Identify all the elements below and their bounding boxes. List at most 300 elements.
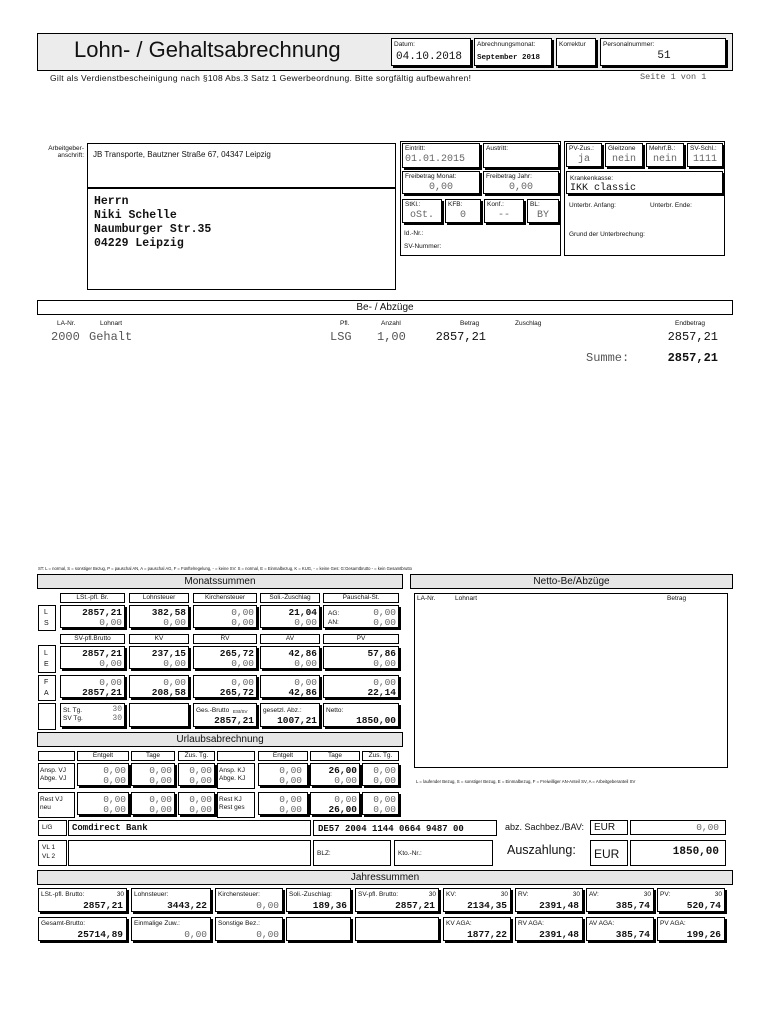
restges-tage: 26,00 — [328, 804, 357, 815]
unterbr-ende-label: Unterbr. Ende: — [650, 202, 692, 209]
korrektur-label: Korrektur — [559, 41, 586, 48]
h-kirchensteuer: Kirchensteuer — [193, 593, 257, 603]
tage-cell — [60, 703, 125, 727]
j-soli-label: Soli.-Zuschlag: — [289, 891, 332, 898]
freibetrag-jahr-label: Freibetrag Jahr: — [486, 173, 532, 180]
recipient-line-3: Naumburger Str.35 — [94, 223, 212, 236]
austritt-box — [483, 143, 559, 168]
blz-box — [313, 840, 391, 866]
j-kvaga-label: KV AGA: — [446, 920, 472, 927]
svnr-label: SV-Nummer: — [404, 243, 442, 250]
row-s-label: S — [44, 620, 49, 627]
sachbez-value: 0,00 — [696, 822, 719, 833]
page-number: Seite 1 von 1 — [640, 72, 707, 82]
iban-value: DE57 2004 1144 0664 9487 00 — [318, 824, 464, 834]
ls-lohn-2: 0,00 — [163, 617, 186, 628]
col-pfl: Pfl. — [340, 320, 350, 327]
vl-label-box — [38, 840, 67, 866]
vj-tage-cell — [131, 763, 175, 786]
j-kv-label: KV: — [446, 891, 457, 898]
auszahlung-box — [630, 840, 726, 866]
rest-zus-2: 0,00 — [189, 804, 212, 815]
fa-kv-cell — [129, 675, 189, 698]
svschl-box — [687, 143, 723, 167]
ls-lohn-cell — [129, 605, 189, 628]
svtg-label: SV Tg. — [63, 715, 83, 722]
ansp-vj-label: Ansp. VJ — [40, 767, 67, 774]
restkj-tage-1: 0,00 — [334, 794, 357, 805]
h-soli: Soli.-Zuschlag — [260, 593, 320, 603]
fa-av-2: 42,86 — [288, 687, 317, 698]
ktonr-label: Kto.-Nr.: — [398, 850, 422, 857]
col-lanr: LA-Nr. — [57, 320, 76, 327]
le-av-1: 42,86 — [288, 648, 317, 659]
col-zuschlag: Zuschlag — [515, 320, 542, 327]
krankenkasse-value: IKK classic — [570, 183, 637, 194]
ls-kirch-2: 0,00 — [231, 617, 254, 628]
cur1-value: EUR — [594, 822, 616, 833]
auszahlung-label: Auszahlung: — [507, 843, 576, 857]
j-av-days: 30 — [643, 891, 651, 898]
ls-lohn-1: 382,58 — [151, 607, 186, 618]
h-svbrutto: SV-pfl.Brutto — [60, 634, 125, 644]
datum-label: Datum: — [394, 41, 415, 48]
le-rv-1: 265,72 — [219, 648, 254, 659]
netto-value: 1850,00 — [356, 715, 396, 726]
employer-address: JB Transporte, Bautzner Straße 67, 04347 Leipzig — [93, 150, 271, 159]
summe-label: Summe: — [586, 351, 630, 365]
neu-label: neu — [40, 804, 51, 811]
datum-box — [391, 38, 471, 66]
j-sb-label: Sonstige Bez.: — [218, 920, 260, 927]
krankenkasse-label: Krankenkasse: — [570, 175, 613, 182]
unterbr-anfang-label: Unterbr. Anfang: — [569, 202, 616, 209]
svschl-value: 1111 — [692, 154, 717, 165]
abge-vj-label: Abge. VJ — [40, 775, 67, 782]
j-soli-cell — [286, 888, 351, 912]
u-h-blank2 — [217, 751, 255, 761]
j-sv-cell — [355, 888, 439, 912]
j-pv-days: 30 — [714, 891, 722, 898]
h-rv: RV — [193, 634, 257, 644]
le-pv-1: 57,86 — [367, 648, 396, 659]
j-rv-cell — [515, 888, 583, 912]
austritt-label: Austritt: — [486, 145, 509, 152]
urlaub-header: Urlaubsabrechnung — [37, 732, 403, 747]
j-empty1-cell — [286, 917, 351, 941]
ansp-kj-label: Ansp. KJ — [219, 767, 246, 774]
j-avaga-label: AV AGA: — [589, 920, 615, 927]
fa-rv-cell — [193, 675, 257, 698]
an-value: 0,00 — [373, 617, 396, 628]
restkj-entgelt-1: 0,00 — [279, 794, 302, 805]
rest-kj-label: Rest KJ — [219, 796, 242, 803]
j-soli-value: 189,36 — [312, 900, 347, 911]
mehrfb-value: nein — [652, 154, 677, 165]
rest-ges-label: Rest ges — [219, 804, 245, 811]
vj-zus-cell — [178, 763, 215, 786]
u-h-zustg2: Zus. Tg. — [362, 751, 399, 761]
recipient-line-4: 04229 Leipzig — [94, 237, 184, 250]
restkj-entgelt-cell — [258, 792, 308, 815]
u-h-entgelt: Entgelt — [77, 751, 129, 761]
abrmonat-value: September 2018 — [477, 54, 541, 62]
j-sv-value: 2857,21 — [395, 900, 435, 911]
fa-rv-2: 265,72 — [219, 687, 254, 698]
j-av-label: AV: — [589, 891, 599, 898]
gleitzone-box — [605, 143, 643, 167]
u-h-tage: Tage — [131, 751, 175, 761]
u-h-tage2: Tage — [310, 751, 360, 761]
le-rv-2: 0,00 — [231, 658, 254, 669]
h-lst: LSt.-pfl. Br. — [60, 593, 125, 603]
empty-cell — [129, 703, 189, 727]
gesabz-cell — [260, 703, 320, 727]
nb-col-lanr: LA-Nr. — [417, 595, 436, 602]
vj-entgelt-cell — [77, 763, 129, 786]
rest-kj-label-cell — [217, 792, 255, 818]
le-sv-2: 0,00 — [99, 658, 122, 669]
j-av-cell — [586, 888, 654, 912]
j-av-value: 385,74 — [615, 900, 650, 911]
row-endbetrag: 2857,21 — [667, 330, 718, 344]
stkl-value: oSt. — [409, 210, 434, 221]
j-rvaga-value: 2391,48 — [539, 929, 579, 940]
j-ez-value: 0,00 — [184, 929, 207, 940]
lg-label: L/G — [42, 824, 53, 831]
pnr-label: Personalnummer: — [603, 41, 655, 48]
fa-sv-1: 0,00 — [99, 677, 122, 688]
fa-side-box — [38, 675, 56, 701]
netto-be-legend: L = laufender Bezug, S = sonstiger Bezug, E = Einmalbezug, F = Freiwilliger AN-Anteil SV, A = Arbeitgeberanteil SV — [416, 779, 636, 784]
j-kvaga-value: 1877,22 — [467, 929, 507, 940]
pvzus-label: PV-Zus.: — [569, 145, 594, 152]
ls-lst-1: 2857,21 — [82, 607, 122, 618]
le-rv-cell — [193, 646, 257, 669]
tg-side-box — [38, 703, 56, 730]
rest-tage-1: 0,00 — [149, 794, 172, 805]
nb-col-lohnart: Lohnart — [455, 595, 478, 602]
korrektur-box — [556, 38, 596, 66]
j-kv-cell — [443, 888, 511, 912]
recipient-line-1: Herrn — [94, 195, 129, 208]
pvzus-value: ja — [577, 154, 590, 165]
datum-value: 04.10.2018 — [396, 51, 463, 63]
bl-box — [527, 199, 559, 223]
j-lohn-label: Lohnsteuer: — [134, 891, 169, 898]
rest-zus-1: 0,00 — [189, 794, 212, 805]
pvzus-box — [566, 143, 602, 167]
ag-label: AG: — [328, 610, 340, 617]
ktonr-box — [394, 840, 493, 866]
u-h-zustg: Zus. Tg. — [178, 751, 215, 761]
bank-name: Comdirect Bank — [72, 823, 148, 833]
fa-av-1: 0,00 — [294, 677, 317, 688]
freibetrag-monat-value: 0,00 — [428, 182, 453, 193]
recipient-box — [87, 188, 396, 290]
page-title: Lohn- / Gehaltsabrechnung — [74, 37, 341, 62]
konf-box — [484, 199, 524, 223]
le-sv-cell — [60, 646, 125, 669]
sachbez-box — [630, 820, 726, 835]
restkj-zus-cell — [362, 792, 399, 815]
rest-entgelt-cell — [77, 792, 129, 815]
row-le-e: E — [44, 661, 49, 668]
j-ez-label: Einmalige Zuw.: — [134, 920, 180, 927]
le-pv-cell — [323, 646, 399, 669]
kj-entgelt-1: 0,00 — [279, 765, 302, 776]
legend-top: ST: L = normal, S = sonstiger Bezug, P = pauschal AN, A = pauschal AG, F = Fünftelregelung, - = keine SV: S = normal, E = Einmalbezug, K = KUG, - = keine Ges: G:Gesamtbrutto - = kein Gesamtbrutto — [38, 566, 413, 571]
eintritt-label: Eintritt: — [405, 145, 426, 152]
bank-name-box — [68, 820, 311, 836]
j-kirch-label: Kirchensteuer: — [218, 891, 260, 898]
personalnummer-box — [600, 38, 726, 66]
j-pvaga-label: PV AGA: — [660, 920, 686, 927]
j-lst-days: 30 — [116, 891, 124, 898]
nb-col-betrag: Betrag — [667, 595, 687, 602]
cur2-box — [590, 840, 628, 866]
kj-tage-2: 0,00 — [334, 775, 357, 786]
le-sv-1: 2857,21 — [82, 648, 122, 659]
employer-address-box — [87, 143, 396, 188]
j-kirch-cell — [215, 888, 283, 912]
j-rv-days: 30 — [572, 891, 580, 898]
stkl-box — [402, 199, 442, 223]
netto-be-box — [414, 593, 728, 768]
vj-zus-1: 0,00 — [189, 765, 212, 776]
fa-kv-2: 208,58 — [151, 687, 186, 698]
gesbrutto-sub: ESt/SV — [233, 709, 248, 714]
freibetrag-monat-box — [402, 171, 480, 194]
gleitzone-value: nein — [611, 154, 636, 165]
j-sv-label: SV-pfl. Brutto: — [358, 891, 399, 898]
ls-soli-2: 0,00 — [294, 617, 317, 628]
mehrfb-box — [646, 143, 684, 167]
an-label: AN: — [328, 619, 339, 626]
ls-soli-1: 21,04 — [288, 607, 317, 618]
le-av-cell — [260, 646, 320, 669]
sachbez-label: abz. Sachbez./BAV: — [505, 822, 585, 832]
restkj-tage-cell — [310, 792, 360, 815]
idnr-label: Id.-Nr.: — [404, 230, 424, 237]
j-lst-label: LSt.-pfl. Brutto: — [41, 891, 85, 898]
row-anzahl: 1,00 — [377, 330, 406, 344]
le-kv-2: 0,00 — [163, 658, 186, 669]
gesbrutto-value: 2857,21 — [214, 715, 254, 726]
row-a-label: A — [44, 690, 49, 697]
vj-tage-2: 0,00 — [149, 775, 172, 786]
employer-label-2: anschrift: — [57, 152, 84, 159]
employer-label-1: Arbeitgeber- — [48, 145, 84, 152]
kj-tage-1: 26,00 — [328, 765, 357, 776]
j-sb-value: 0,00 — [256, 929, 279, 940]
row-f-label: F — [44, 679, 49, 686]
j-avaga-cell — [586, 917, 654, 941]
j-sv-days: 30 — [428, 891, 436, 898]
col-betrag: Betrag — [460, 320, 480, 327]
h-pv: PV — [323, 634, 399, 644]
rest-entgelt-1: 0,00 — [103, 794, 126, 805]
j-sb-cell — [215, 917, 283, 941]
restkj-zus-1: 0,00 — [373, 794, 396, 805]
vj-zus-2: 0,00 — [189, 775, 212, 786]
ls-soli-cell — [260, 605, 320, 628]
abrmonat-label: Abrechnungsmonat: — [477, 41, 536, 48]
eintritt-box — [402, 143, 480, 168]
krankenkasse-box — [566, 171, 723, 194]
row-le-l: L — [44, 650, 48, 657]
fa-pv-1: 0,00 — [373, 677, 396, 688]
restkj-zus-2: 0,00 — [373, 804, 396, 815]
j-lst-cell — [38, 888, 127, 912]
ansp-kj-label-cell — [217, 763, 255, 789]
vj-entgelt-1: 0,00 — [103, 765, 126, 776]
abge-kj-label: Abge. KJ — [219, 775, 246, 782]
j-ez-cell — [131, 917, 211, 941]
j-lohn-value: 3443,22 — [167, 900, 207, 911]
vl2-label: VL 2 — [42, 853, 56, 860]
vl1-label: VL 1 — [42, 844, 56, 851]
netto-be-header: Netto-Be/Abzüge — [410, 574, 733, 589]
ls-pauschal-cell — [323, 605, 399, 628]
row-lohnart: Gehalt — [89, 330, 133, 344]
col-anzahl: Anzahl — [381, 320, 401, 327]
j-kvaga-cell — [443, 917, 511, 941]
col-lohnart: Lohnart — [100, 320, 123, 327]
j-rv-value: 2391,48 — [539, 900, 579, 911]
fa-pv-2: 22,14 — [367, 687, 396, 698]
recipient-line-2: Niki Schelle — [94, 209, 177, 222]
fa-kv-1: 0,00 — [163, 677, 186, 688]
ls-kirch-cell — [193, 605, 257, 628]
konf-value: -- — [497, 210, 510, 221]
lg-label-box — [38, 820, 67, 836]
rest-tage-cell — [131, 792, 175, 815]
row-pfl: LSG — [330, 330, 352, 344]
kj-entgelt-cell — [258, 763, 308, 786]
abrmonat-box — [474, 38, 552, 66]
pnr-value: 51 — [657, 50, 671, 62]
iban-box — [313, 820, 497, 836]
j-rvaga-cell — [515, 917, 583, 941]
sttg-label: St. Tg. — [63, 707, 83, 714]
j-rv-label: RV: — [518, 891, 529, 898]
j-lst-value: 2857,21 — [83, 900, 123, 911]
jahressummen-header: Jahressummen — [37, 870, 733, 885]
vj-tage-1: 0,00 — [149, 765, 172, 776]
h-lohnsteuer: Lohnsteuer — [129, 593, 189, 603]
j-gb-cell — [38, 917, 127, 941]
auszahlung-value: 1850,00 — [672, 846, 719, 858]
j-pv-value: 520,74 — [686, 900, 721, 911]
summe-value: 2857,21 — [667, 351, 718, 365]
row-lanr: 2000 — [51, 330, 80, 344]
kfb-box — [445, 199, 481, 223]
bl-value: BY — [536, 210, 549, 221]
j-kv-value: 2134,35 — [467, 900, 507, 911]
le-side-box — [38, 645, 56, 673]
j-rvaga-label: RV AGA: — [518, 920, 544, 927]
vj-entgelt-2: 0,00 — [103, 775, 126, 786]
cur2-value: EUR — [594, 847, 620, 861]
rest-entgelt-2: 0,00 — [103, 804, 126, 815]
rest-vj-label-cell — [38, 792, 75, 818]
sttg-value: 30 — [112, 705, 122, 714]
row-betrag: 2857,21 — [435, 330, 486, 344]
j-lohn-cell — [131, 888, 211, 912]
blz-label: BLZ: — [317, 850, 331, 857]
netto-cell — [323, 703, 399, 727]
j-pv-cell — [657, 888, 725, 912]
fa-sv-cell — [60, 675, 125, 698]
stkl-label: StKl.: — [405, 201, 421, 208]
rest-zus-cell — [178, 792, 215, 815]
unterbr-grund-label: Grund der Unterbrechung: — [569, 231, 645, 238]
le-kv-cell — [129, 646, 189, 669]
fa-rv-1: 0,00 — [231, 677, 254, 688]
rest-vj-label: Rest VJ — [40, 796, 63, 803]
le-av-2: 0,00 — [294, 658, 317, 669]
lst-side-box — [38, 605, 56, 631]
u-h-entgelt2: Entgelt — [258, 751, 308, 761]
vl-box — [68, 840, 311, 866]
gesbrutto-cell — [193, 703, 257, 727]
h-pauschal: Pauschal-St. — [323, 593, 399, 603]
bezuege-header: Be- / Abzüge — [37, 300, 733, 315]
ls-lst-2: 0,00 — [99, 617, 122, 628]
j-empty2-cell — [355, 917, 439, 941]
le-pv-2: 0,00 — [373, 658, 396, 669]
gesabz-value: 1007,21 — [277, 715, 317, 726]
kfb-label: KFB: — [448, 201, 463, 208]
cur1-box — [590, 820, 628, 835]
rest-tage-2: 0,00 — [149, 804, 172, 815]
svtg-value: 30 — [112, 714, 122, 723]
freibetrag-jahr-value: 0,00 — [508, 182, 533, 193]
fa-sv-2: 2857,21 — [82, 687, 122, 698]
kj-zus-cell — [362, 763, 399, 786]
mehrfb-label: Mehrf.B.: — [649, 145, 676, 152]
j-gb-value: 25714,89 — [77, 929, 123, 940]
j-kv-days: 30 — [500, 891, 508, 898]
konf-label: Konf.: — [487, 201, 504, 208]
j-avaga-value: 385,74 — [615, 929, 650, 940]
fa-av-cell — [260, 675, 320, 698]
j-gb-label: Gesamt-Brutto: — [41, 920, 86, 927]
u-h-blank — [38, 751, 75, 761]
kj-zus-2: 0,00 — [373, 775, 396, 786]
bl-label: BL: — [530, 201, 540, 208]
freibetrag-jahr-box — [483, 171, 559, 194]
j-pvaga-value: 199,26 — [686, 929, 721, 940]
eintritt-value: 01.01.2015 — [405, 154, 466, 165]
ansp-vj-label-cell — [38, 763, 75, 789]
h-av: AV — [260, 634, 320, 644]
ls-kirch-1: 0,00 — [231, 607, 254, 618]
gleitzone-label: Gleitzone — [608, 145, 636, 152]
netto-label: Netto: — [326, 707, 344, 714]
kj-zus-1: 0,00 — [373, 765, 396, 776]
h-kv: KV — [129, 634, 189, 644]
gesbrutto-label: Ges.-Brutto — [196, 707, 230, 714]
svschl-label: SV-Schl.: — [690, 145, 717, 152]
gesabz-label: gesetzl. Abz.: — [263, 707, 302, 714]
monatssummen-header: Monatssummen — [37, 574, 403, 589]
j-pv-label: PV: — [660, 891, 671, 898]
restkj-entgelt-2: 0,00 — [279, 804, 302, 815]
kj-tage-cell — [310, 763, 360, 786]
row-l-label: L — [44, 609, 48, 616]
